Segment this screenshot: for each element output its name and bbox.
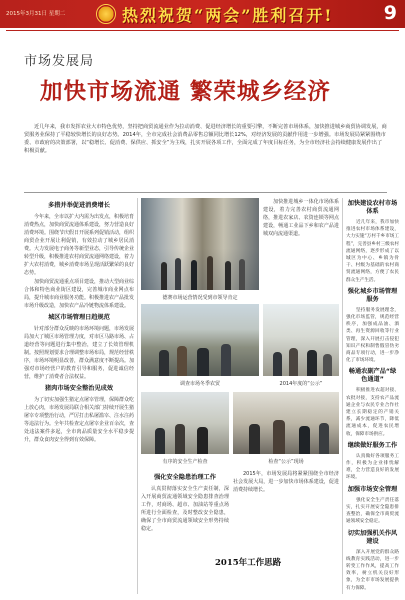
paragraph: 深入开展党的群众路线教育实践活动，进一步转变工作作风，提高工作效率，树立机关良好形象，为全市市场发展提供有力保障。 xyxy=(346,549,399,591)
page-number: 9 xyxy=(383,2,397,24)
subheading: 猪肉市场安全整治见成效 xyxy=(44,385,114,392)
photo-market-visit xyxy=(141,198,259,290)
photo-public-notice xyxy=(263,304,339,376)
column-divider xyxy=(342,198,343,594)
middle-column-lower xyxy=(141,470,229,594)
paragraph: 2015年，市场发展局将紧紧围绕全市经济社会发展大局，进一步加快市场体系建设，促进消费持续增长。 xyxy=(233,471,339,493)
header-banner xyxy=(0,0,405,28)
paragraph: 认真做好各项服务工作，积极为企业排忧解难，全力营造良好的发展环境。 xyxy=(346,453,399,481)
section-title-2015: 2015年工作思路 xyxy=(215,558,282,568)
paragraph: 加快推进城乡一体化市场体系建设，着力完善农村商贸流通网络，推进农家店、农资连锁等网点建设，畅通工业品下乡和农产品进城双向流通渠道。 xyxy=(263,199,339,237)
photo-safety-check xyxy=(141,392,229,454)
headline: 加快市场流通 繁荣城乡经济 xyxy=(40,79,331,105)
subheading: 城区市场管理日趋规范 xyxy=(48,314,110,321)
left-column xyxy=(24,198,134,594)
subheading: 强化城乡市场管理服务 xyxy=(347,287,398,303)
subheading: 强化安全隐患治理工作 xyxy=(154,474,216,481)
photo-market-inspection xyxy=(141,304,259,376)
lead-divider xyxy=(24,192,387,193)
photo-caption: 有序的安全生产检查 xyxy=(162,459,208,465)
photo-caption: 调查市场冬季农贸 xyxy=(179,381,220,387)
column-divider xyxy=(137,198,138,594)
photo-inspection-site xyxy=(233,392,339,454)
subheading: 切实加强机关作风建设 xyxy=(347,529,398,545)
lead-paragraph: 近几年来，我市发挥农业大市特色优势，坚持把商贸流通业作为拉动消费、促进经济增长的重要引擎，不断完善市场体系，加快推进城乡商贸协调发展，商贸服务业保持了平稳较快增长的良好态势。2014年，全市完成社会消费品零售总额同比增长12%，对经济发展的贡献作用进一步增强。市场发展局紧紧围绕市委、市政府的决策部署，以“稳增长、促消费、保供应、抓安全”为主线，扎实开展各项工作，全面完成了年度目标任务，为全市经济社会持续健康发展作出了积极贡献。 xyxy=(24,124,387,155)
paragraph: 为了切实加强生猪定点屠宰管理，保障群众吃上放心肉，市场发展局联合相关部门持续开展生猪屠宰专项整治行动，严厉打击私屠滥宰、注水注药等违法行为。全年共检查定点屠宰企业百余次，查处违法案件多起，全市肉品质量安全水平稳步提升，群众食肉安全得到有效保障。 xyxy=(24,397,134,443)
photo-caption: 检查“公示”现场 xyxy=(268,459,304,465)
party-emblem-icon xyxy=(96,4,116,24)
paragraph: 强化安全生产责任落实，扎实开展安全隐患排查整治，确保全市商贸流通领域安全稳定。 xyxy=(346,497,399,525)
middle-column-lower-right xyxy=(233,470,339,550)
photo-caption: 2014年度的“公示” xyxy=(279,381,323,387)
subheading: 加强市场安全管理 xyxy=(347,485,398,493)
middle-column-upper xyxy=(263,198,339,298)
paragraph: 坚持服务发展理念，强化市场监管，规范经营秩序，加强成品油、酒类、再生资源回收等行业管理，深入开展打击侵犯知识产权和制售假冒伪劣商品专项行动，进一步净化了市场环境。 xyxy=(346,307,399,364)
header-slogan: 热烈祝贺“两会”胜利召开! xyxy=(122,6,334,25)
paragraph: 近几年来，我市加快推进农村市场体系建设，大力实施“万村千乡市场工程”，完善县乡村三级农村流通网络，逐步形成了以城区为中心、乡镇为骨干、村级为基础的农村商贸流通网络，方便了农民群众生产生活。 xyxy=(346,220,399,283)
dateline: 2015年3月31日 星期二 xyxy=(6,11,66,17)
subheading: 加快建设农村市场体系 xyxy=(347,200,398,215)
subheading: 畅通农副产品“绿色通道” xyxy=(348,368,397,384)
paragraph: 针对部分群众反映的市场环境问题，市场发展局加大了城区市场管理力度，对市区马路市场、占道经营等问题进行集中整治，建立了长效管理机制。按照规划要求合理调整市场布局，规范经营秩序，市场环境明显改善，群众满意度不断提高。加强对市场经营户的教育引导和服务，促进诚信经营，维护了消费者合法权益。 xyxy=(24,326,134,380)
paragraph: 加快商贸流通重点项目建设，推动大型商业综合体和特色商业街区建设，完善城市商业网点布局，提升城市商业服务功能。积极推进农产品批发市场升级改造，加快农产品冷链物流体系建设。 xyxy=(24,279,134,309)
paragraph: 积极推进农超对接、农批对接，支持农产品流通企业与农民专业合作社建立长期稳定的产销关系，减少流通环节，降低流通成本，促进农民增收，保障市场供应。 xyxy=(346,388,399,437)
section-label: 市场发展局 xyxy=(24,54,95,69)
paragraph: 今年来，全市以扩大内需为出发点，积极培育消费热点，加快商贸流通体系建设，努力营造良好消费环境。围绕节庆假日开展系列促销活动，组织商贸企业开展让利促销，有效拉动了城乡居民消费。大力发展电子商务等新型业态，引导传统企业转型升级，积极推进农村商贸流通网络建设，着力扩大农村消费，城乡消费市场呈现活跃繁荣的良好态势。 xyxy=(24,214,134,276)
subheading: 多措并举促进消费增长 xyxy=(48,202,110,209)
header-rule xyxy=(6,30,399,31)
subheading: 继续做好服务工作 xyxy=(347,441,398,449)
photo-caption: 德赛市场运营情况受到市领导肯定 xyxy=(162,295,238,301)
right-column xyxy=(346,196,399,594)
paragraph: 认真贯彻落实安全生产责任制，深入开展商贸流通领域安全隐患排查治理工作，对商场、超市、加油站等重点场所进行全面检查，及时整改安全隐患，确保了全市商贸流通领域安全形势持续稳定。 xyxy=(141,486,229,532)
